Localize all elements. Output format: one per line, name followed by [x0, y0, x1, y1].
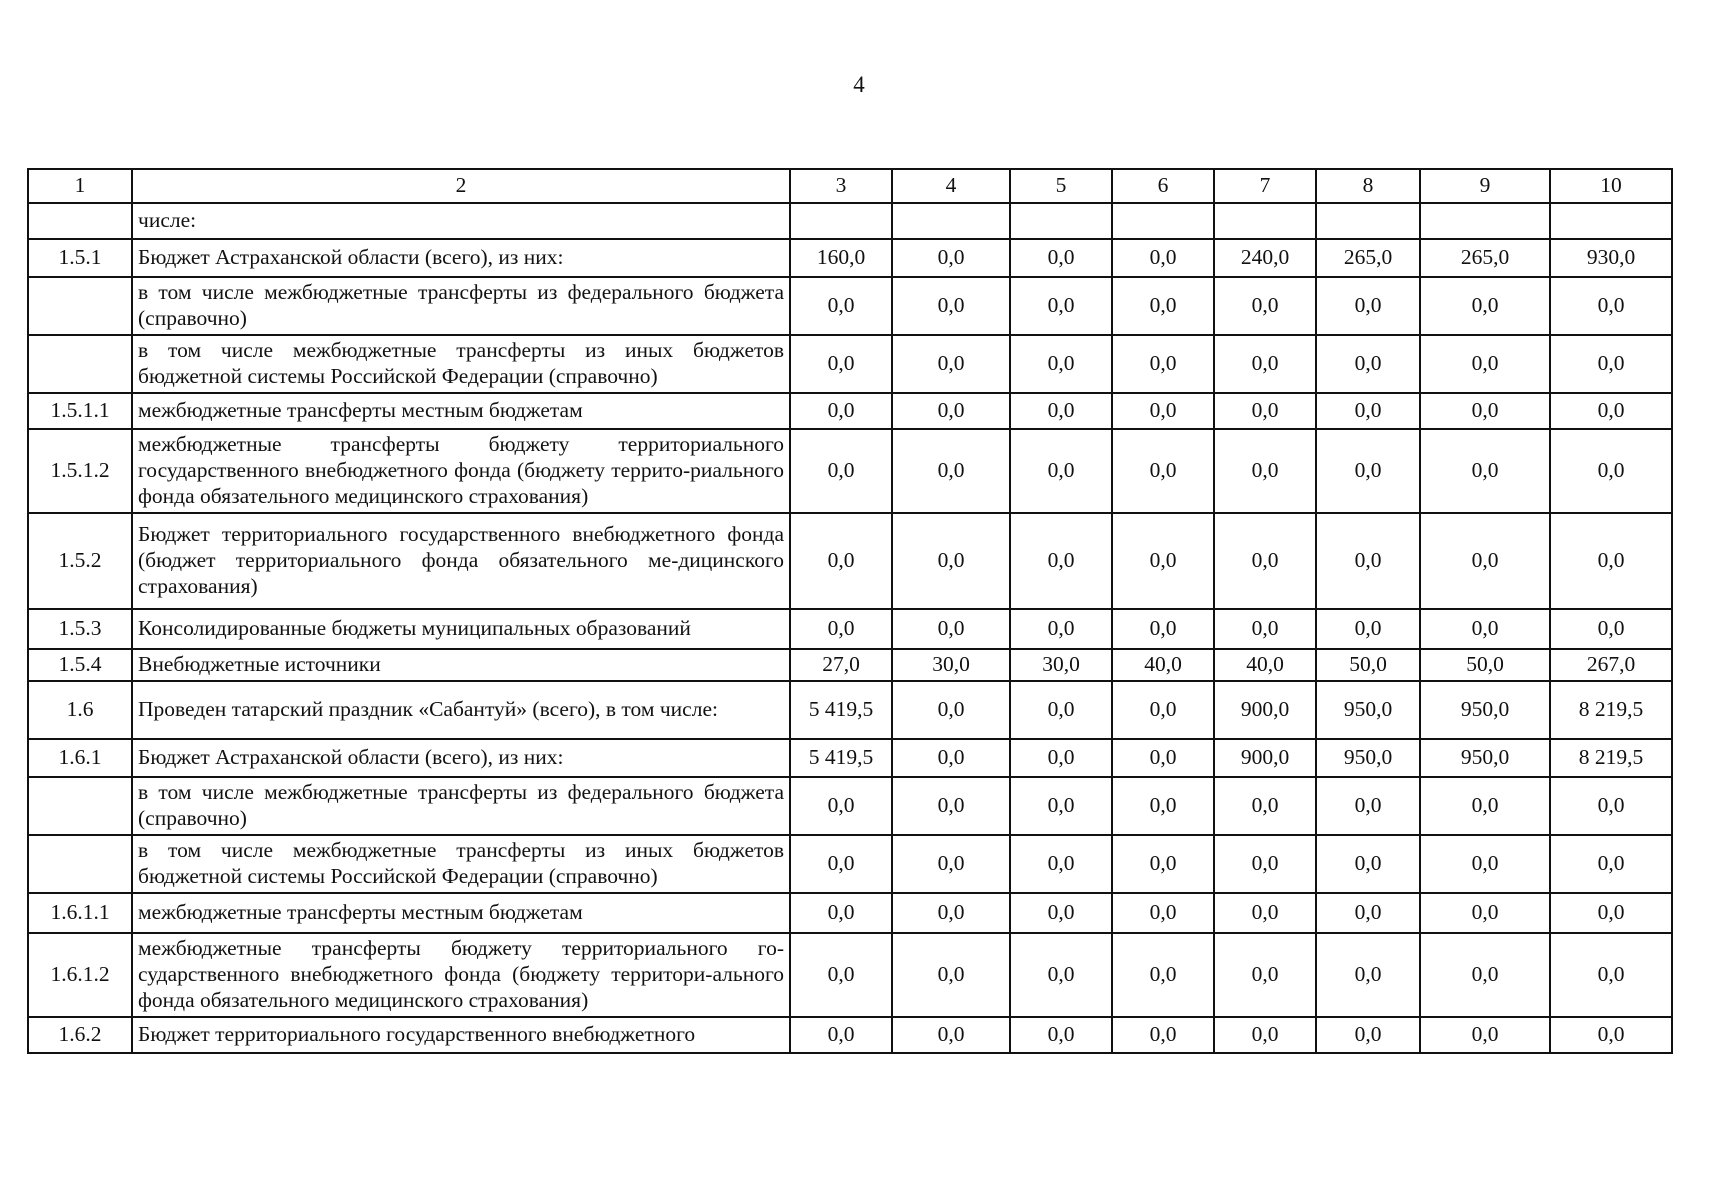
value-cell: 0,0 — [790, 609, 892, 649]
value-cell: 0,0 — [1316, 393, 1420, 429]
row-code: 1.6.1.2 — [28, 933, 132, 1017]
table-row — [28, 893, 1672, 933]
row-description: в том числе межбюджетные трансферты из федерального бюджета (справочно) — [132, 777, 790, 835]
value-cell: 0,0 — [790, 513, 892, 609]
table-row — [28, 393, 1672, 429]
value-cell: 0,0 — [1010, 429, 1112, 513]
value-cell: 0,0 — [1112, 277, 1214, 335]
header-cell: 9 — [1420, 169, 1550, 203]
value-cell — [1214, 203, 1316, 239]
header-cell: 2 — [132, 169, 790, 203]
row-code: 1.6.1 — [28, 739, 132, 777]
row-code: 1.5.1.1 — [28, 393, 132, 429]
value-cell: 0,0 — [1420, 933, 1550, 1017]
value-cell: 0,0 — [1214, 393, 1316, 429]
value-cell: 0,0 — [1010, 893, 1112, 933]
row-description: Бюджет Астраханской области (всего), из них: — [132, 739, 790, 777]
value-cell: 0,0 — [1214, 835, 1316, 893]
value-cell: 265,0 — [1316, 239, 1420, 277]
value-cell: 0,0 — [790, 933, 892, 1017]
header-cell: 4 — [892, 169, 1010, 203]
table-row — [28, 777, 1672, 835]
value-cell: 0,0 — [1214, 933, 1316, 1017]
table-row — [28, 835, 1672, 893]
value-cell: 5 419,5 — [790, 681, 892, 739]
value-cell: 0,0 — [1214, 335, 1316, 393]
value-cell: 0,0 — [892, 393, 1010, 429]
row-description: межбюджетные трансферты местным бюджетам — [132, 393, 790, 429]
value-cell: 0,0 — [1214, 893, 1316, 933]
value-cell: 0,0 — [1550, 1017, 1672, 1053]
value-cell: 0,0 — [1214, 1017, 1316, 1053]
value-cell: 0,0 — [1420, 277, 1550, 335]
value-cell: 0,0 — [1420, 429, 1550, 513]
value-cell: 0,0 — [1010, 835, 1112, 893]
value-cell: 0,0 — [1550, 335, 1672, 393]
row-description: Внебюджетные источники — [132, 649, 790, 681]
row-code — [28, 277, 132, 335]
value-cell: 50,0 — [1420, 649, 1550, 681]
value-cell: 0,0 — [1112, 429, 1214, 513]
value-cell: 0,0 — [1112, 835, 1214, 893]
header-cell: 8 — [1316, 169, 1420, 203]
value-cell — [790, 203, 892, 239]
value-cell: 0,0 — [1550, 893, 1672, 933]
value-cell: 0,0 — [892, 429, 1010, 513]
value-cell: 0,0 — [1112, 739, 1214, 777]
value-cell: 0,0 — [1316, 513, 1420, 609]
value-cell: 0,0 — [790, 429, 892, 513]
value-cell: 0,0 — [1010, 777, 1112, 835]
table-row — [28, 513, 1672, 609]
value-cell: 0,0 — [1112, 239, 1214, 277]
value-cell: 0,0 — [1010, 239, 1112, 277]
value-cell: 50,0 — [1316, 649, 1420, 681]
budget-table — [27, 168, 1673, 1054]
value-cell — [1112, 203, 1214, 239]
value-cell: 900,0 — [1214, 739, 1316, 777]
value-cell: 950,0 — [1420, 739, 1550, 777]
row-code: 1.5.2 — [28, 513, 132, 609]
value-cell: 0,0 — [790, 777, 892, 835]
table-row — [28, 933, 1672, 1017]
table-row — [28, 681, 1672, 739]
value-cell — [1316, 203, 1420, 239]
value-cell: 0,0 — [1420, 609, 1550, 649]
value-cell: 0,0 — [1010, 681, 1112, 739]
value-cell: 0,0 — [1420, 777, 1550, 835]
value-cell: 0,0 — [1214, 513, 1316, 609]
row-description: межбюджетные трансферты бюджету территориального государственного внебюджетного фонда (бюджету террито-риального фонда обязательного медицинского страхования) — [132, 429, 790, 513]
value-cell: 0,0 — [1316, 1017, 1420, 1053]
value-cell: 0,0 — [1420, 335, 1550, 393]
value-cell: 0,0 — [1316, 933, 1420, 1017]
row-code — [28, 203, 132, 239]
value-cell: 0,0 — [1214, 777, 1316, 835]
value-cell: 950,0 — [1316, 739, 1420, 777]
value-cell: 930,0 — [1550, 239, 1672, 277]
value-cell: 0,0 — [1420, 893, 1550, 933]
value-cell: 5 419,5 — [790, 739, 892, 777]
value-cell: 0,0 — [790, 393, 892, 429]
value-cell: 0,0 — [1550, 933, 1672, 1017]
value-cell: 950,0 — [1316, 681, 1420, 739]
value-cell: 267,0 — [1550, 649, 1672, 681]
row-code: 1.5.1 — [28, 239, 132, 277]
value-cell — [1420, 203, 1550, 239]
row-description: в том числе межбюджетные трансферты из федерального бюджета (справочно) — [132, 277, 790, 335]
row-code — [28, 777, 132, 835]
value-cell: 0,0 — [790, 1017, 892, 1053]
value-cell: 30,0 — [892, 649, 1010, 681]
value-cell: 0,0 — [1112, 609, 1214, 649]
value-cell: 40,0 — [1112, 649, 1214, 681]
value-cell: 160,0 — [790, 239, 892, 277]
value-cell: 0,0 — [1112, 1017, 1214, 1053]
value-cell: 40,0 — [1214, 649, 1316, 681]
value-cell: 0,0 — [1214, 429, 1316, 513]
value-cell: 0,0 — [1112, 893, 1214, 933]
value-cell: 0,0 — [1214, 609, 1316, 649]
value-cell: 0,0 — [892, 933, 1010, 1017]
value-cell: 0,0 — [892, 1017, 1010, 1053]
table-row — [28, 239, 1672, 277]
value-cell: 0,0 — [1112, 777, 1214, 835]
value-cell: 0,0 — [892, 335, 1010, 393]
value-cell: 0,0 — [1550, 429, 1672, 513]
value-cell: 8 219,5 — [1550, 681, 1672, 739]
value-cell — [1010, 203, 1112, 239]
header-row — [28, 169, 1672, 203]
row-description: в том числе межбюджетные трансферты из иных бюджетов бюджетной системы Российской Федерации (справочно) — [132, 835, 790, 893]
value-cell: 0,0 — [1112, 335, 1214, 393]
page-number: 4 — [853, 72, 865, 97]
table-row — [28, 1017, 1672, 1053]
row-description: числе: — [132, 203, 790, 239]
value-cell: 0,0 — [1010, 933, 1112, 1017]
value-cell: 0,0 — [1316, 893, 1420, 933]
table-row — [28, 739, 1672, 777]
value-cell: 0,0 — [1420, 513, 1550, 609]
value-cell: 0,0 — [1316, 429, 1420, 513]
value-cell: 0,0 — [892, 777, 1010, 835]
value-cell: 0,0 — [1550, 513, 1672, 609]
value-cell: 30,0 — [1010, 649, 1112, 681]
value-cell: 0,0 — [892, 239, 1010, 277]
value-cell: 0,0 — [1420, 393, 1550, 429]
value-cell: 0,0 — [892, 893, 1010, 933]
row-description: Консолидированные бюджеты муниципальных образований — [132, 609, 790, 649]
value-cell: 0,0 — [1316, 835, 1420, 893]
value-cell: 0,0 — [790, 893, 892, 933]
value-cell: 900,0 — [1214, 681, 1316, 739]
table-row — [28, 649, 1672, 681]
row-code: 1.6.2 — [28, 1017, 132, 1053]
value-cell — [1550, 203, 1672, 239]
value-cell: 0,0 — [1010, 739, 1112, 777]
row-description: Бюджет Астраханской области (всего), из них: — [132, 239, 790, 277]
row-description: межбюджетные трансферты бюджету территориального го-сударственного внебюджетного фонда (бюджету территори-ального фонда обязательного медицинского страхования) — [132, 933, 790, 1017]
row-code: 1.5.4 — [28, 649, 132, 681]
row-code: 1.6.1.1 — [28, 893, 132, 933]
value-cell: 0,0 — [1316, 777, 1420, 835]
value-cell: 0,0 — [1010, 393, 1112, 429]
value-cell: 0,0 — [1112, 393, 1214, 429]
row-description: Бюджет территориального государственного внебюджетного — [132, 1017, 790, 1053]
header-cell: 5 — [1010, 169, 1112, 203]
value-cell: 0,0 — [790, 335, 892, 393]
value-cell: 0,0 — [1112, 681, 1214, 739]
row-code: 1.5.3 — [28, 609, 132, 649]
value-cell: 0,0 — [1550, 393, 1672, 429]
row-description: межбюджетные трансферты местным бюджетам — [132, 893, 790, 933]
value-cell: 0,0 — [892, 609, 1010, 649]
value-cell: 0,0 — [1010, 513, 1112, 609]
value-cell: 0,0 — [892, 277, 1010, 335]
value-cell: 0,0 — [1112, 513, 1214, 609]
table-body — [28, 169, 1672, 1053]
table-row — [28, 609, 1672, 649]
table-row — [28, 429, 1672, 513]
row-code — [28, 835, 132, 893]
row-code — [28, 335, 132, 393]
value-cell: 0,0 — [1010, 609, 1112, 649]
value-cell: 0,0 — [1550, 277, 1672, 335]
row-description: Бюджет территориального государственного внебюджетного фонда (бюджет территориального фонда обязательного ме-дицинского страхования) — [132, 513, 790, 609]
value-cell: 0,0 — [1550, 777, 1672, 835]
value-cell: 0,0 — [892, 681, 1010, 739]
value-cell: 0,0 — [1316, 277, 1420, 335]
value-cell: 0,0 — [1550, 835, 1672, 893]
value-cell: 0,0 — [1214, 277, 1316, 335]
value-cell: 0,0 — [790, 277, 892, 335]
row-code: 1.6 — [28, 681, 132, 739]
table-row — [28, 277, 1672, 335]
value-cell: 0,0 — [892, 835, 1010, 893]
value-cell: 265,0 — [1420, 239, 1550, 277]
value-cell: 27,0 — [790, 649, 892, 681]
value-cell: 950,0 — [1420, 681, 1550, 739]
row-code: 1.5.1.2 — [28, 429, 132, 513]
table-row — [28, 203, 1672, 239]
value-cell: 0,0 — [1550, 609, 1672, 649]
value-cell — [892, 203, 1010, 239]
value-cell: 0,0 — [1316, 335, 1420, 393]
header-cell: 10 — [1550, 169, 1672, 203]
header-cell: 6 — [1112, 169, 1214, 203]
value-cell: 0,0 — [1010, 277, 1112, 335]
value-cell: 0,0 — [892, 513, 1010, 609]
value-cell: 0,0 — [1010, 335, 1112, 393]
header-cell: 7 — [1214, 169, 1316, 203]
value-cell: 0,0 — [1316, 609, 1420, 649]
value-cell: 0,0 — [1010, 1017, 1112, 1053]
header-cell: 3 — [790, 169, 892, 203]
value-cell: 0,0 — [892, 739, 1010, 777]
header-cell: 1 — [28, 169, 132, 203]
value-cell: 240,0 — [1214, 239, 1316, 277]
row-description: Проведен татарский праздник «Сабантуй» (всего), в том числе: — [132, 681, 790, 739]
value-cell: 0,0 — [1112, 933, 1214, 1017]
value-cell: 0,0 — [790, 835, 892, 893]
value-cell: 0,0 — [1420, 835, 1550, 893]
value-cell: 8 219,5 — [1550, 739, 1672, 777]
row-description: в том числе межбюджетные трансферты из иных бюджетов бюджетной системы Российской Федерации (справочно) — [132, 335, 790, 393]
table-row — [28, 335, 1672, 393]
value-cell: 0,0 — [1420, 1017, 1550, 1053]
